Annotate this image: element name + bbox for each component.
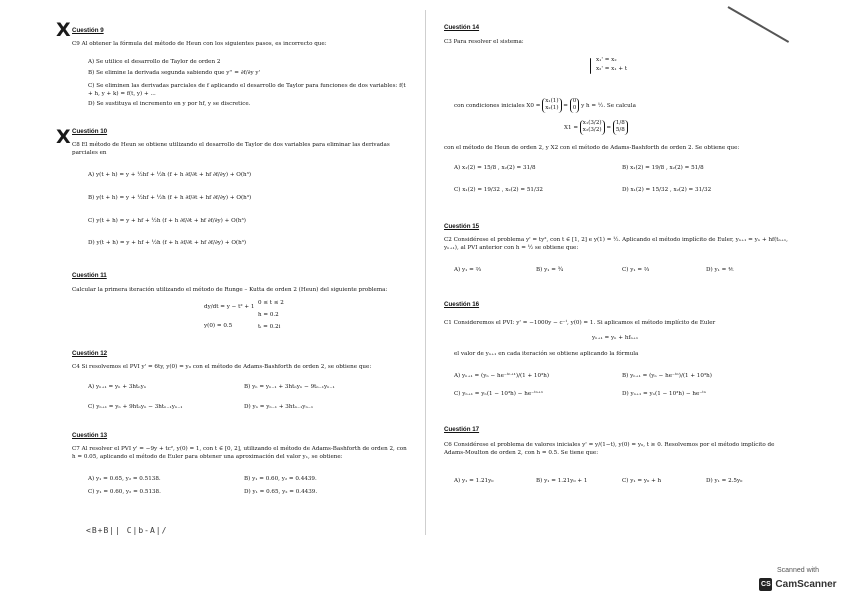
x1-vector-b: x₂(3/2) — [582, 127, 602, 134]
question-13-option-b: B) y₁ = 0.60, y₂ = 0.4439. — [244, 476, 317, 482]
question-15-option-c: C) y₁ = ⅔ — [622, 267, 650, 273]
x1-vector — [580, 120, 605, 135]
question-16-option-b: B) yₙ₊₁ = (yₙ − he⁻ᵗⁿ)/(1 + 10³h) — [622, 373, 712, 379]
question-16-option-c: C) yₙ₊₁ = yₙ(1 − 10³h) − he⁻ᵗⁿ⁺¹ — [454, 391, 544, 397]
question-17-option-a: A) y₁ = 1.21y₀ — [454, 478, 494, 484]
question-9-option-b: B) Se elimine la derivada segunda sabiendo que y'' = ∂f/∂y y' — [88, 70, 261, 76]
question-9-title: Cuestión 9 — [72, 27, 104, 34]
question-12-option-b: B) yₙ = yₙ₋₁ + 3htₙyₙ − 9tₙ₋₁yₙ₋₁ — [244, 384, 335, 390]
question-15-option-d: D) y₁ = ⅘ — [706, 267, 734, 273]
camscanner-brand: CamScanner — [775, 578, 837, 590]
initial-values — [570, 98, 580, 113]
question-17-option-b: B) y₁ = 1.21y₀ + 1 — [536, 478, 588, 484]
question-16-stem: C1 Consideremos el PVI: y' = −1000y − c⁻ᵗ, y(0) = 1. Si aplicamos el método implícito de Euler — [444, 320, 716, 326]
question-11-ode: dy/dt = y − t² + 1 — [204, 304, 255, 310]
initial-equals: = — [563, 102, 568, 109]
initial-value-x2: 0 — [572, 105, 577, 112]
question-12-option-a: A) yₙ₊₁ = yₙ + 3htₙyₙ — [88, 384, 147, 390]
question-13-title: Cuestión 13 — [72, 432, 108, 439]
question-15-stem: C2 Considérese el problema y' = ty², con t ∈ [1, 2] e y(1) = ½. Aplicando el método implícito de Euler, yₙ₊₁ = yₙ + hf(tₙ₊₁, yₙ₊₁), al PVI anterior con h = ½ se obtiene que: — [444, 237, 788, 251]
question-16-option-a: A) yₙ₊₁ = (yₙ − he⁻ᵗⁿ⁺¹)/(1 + 10³h) — [454, 373, 550, 379]
question-17-title: Cuestión 17 — [444, 426, 480, 433]
question-15-option-a: A) y₁ = ⅔ — [454, 267, 482, 273]
system-equation-1: x₁' = x₂ — [596, 57, 617, 63]
question-13-option-c: C) y₁ = 0.60, y₂ = 0.5138. — [88, 489, 161, 495]
initial-vector — [542, 98, 561, 113]
question-16-after: el valor de yₙ₊₁ en cada iteración se obtiene aplicando la fórmula — [454, 351, 639, 357]
question-15-option-b: B) y₁ = ¾ — [536, 267, 564, 273]
initial-value-x1: 0 — [572, 98, 577, 104]
initial-conditions-label: con condiciones iniciales X0 = — [454, 102, 541, 109]
page-divider — [425, 10, 426, 535]
question-12-option-c: C) yₙ₊₁ = yₙ + 9htₙyₙ − 3htₙ₋₁yₙ₋₁ — [88, 404, 183, 410]
question-14-initial-conditions — [454, 98, 636, 113]
pen-stroke — [728, 6, 790, 43]
system-brace — [590, 58, 591, 74]
x1-value-b: 5/8 — [615, 127, 625, 134]
question-14-option-d: D) x₁(2) = 15/32 , x₂(2) = 31/32 — [622, 187, 712, 193]
x1-vector-a: x₁(3/2) — [582, 120, 602, 126]
camscanner-logo-icon: CS — [759, 578, 772, 591]
question-14-method-text: con el método de Heun de orden 2, y X2 con el método de Adams-Bashforth de orden 2. Se obtiene que: — [444, 145, 740, 151]
question-11-step: h = 0.2 — [258, 312, 279, 318]
question-14-x1-result — [564, 120, 628, 135]
cross-mark-q9: X — [56, 19, 71, 41]
question-15-title: Cuestión 15 — [444, 223, 480, 230]
question-13-option-d: D) y₁ = 0.65, y₂ = 0.4439. — [244, 489, 318, 495]
x1-values — [613, 120, 628, 135]
question-10-option-d: D) y(t + h) = y + hf + ½h (f + h ∂f/∂t + hf ∂f/∂y) + O(h³) — [88, 240, 247, 246]
cross-mark-q10: X — [56, 126, 71, 148]
camscanner-watermark — [758, 566, 838, 591]
question-12-option-d: D) yₙ = yₙ₋₁ + 3htₙ₋₁yₙ₋₁ — [244, 404, 314, 410]
question-9-option-a: A) Se utilice el desarrollo de Taylor de orden 2 — [88, 59, 221, 65]
question-13-option-a: A) y₁ = 0.65, y₂ = 0.5138. — [88, 476, 161, 482]
question-9-option-d: D) Se sustituya el incremento en y por hf, y se discretice. — [88, 101, 251, 107]
question-11-initial-value: y(0) = 0.5 — [204, 323, 233, 329]
question-14-option-b: B) x₁(2) = 19/8 , x₂(2) = 51/8 — [622, 165, 704, 171]
question-14-title: Cuestión 14 — [444, 24, 480, 31]
question-17-option-d: D) y₁ = 2.5y₀ — [706, 478, 743, 484]
question-14-option-a: A) x₁(2) = 15/8 , x₂(2) = 31/8 — [454, 165, 536, 171]
question-17-stem: C6 Considérese el problema de valores iniciales y' = y/(1−t), y(0) = y₀, t ≥ 0. Resolvemos por el método implícito de Adams-Moulton de orden 2, con h = 0.5. Se tiene que: — [444, 442, 775, 456]
question-10-option-b: B) y(t + h) = y + ½hf + ½h (f + h ∂f/∂t + hf ∂f/∂y) + O(h³) — [88, 195, 252, 201]
system-equation-2: x₂' = x₁ + t — [596, 66, 628, 72]
step-size-text: y h = ½. Se calcula — [581, 102, 636, 109]
question-16-option-d: D) yₙ₊₁ = yₙ(1 − 10³h) − he⁻ᵗⁿ — [622, 391, 707, 397]
question-12-title: Cuestión 12 — [72, 350, 108, 357]
initial-vector-x1: x₁(1) — [545, 98, 559, 104]
x1-label: X1 = — [564, 124, 579, 131]
x1-equals: = — [606, 124, 612, 131]
question-11-nodes: tᵢ = 0.2i — [258, 324, 281, 330]
question-11-title: Cuestión 11 — [72, 272, 107, 279]
question-10-option-c: C) y(t + h) = y + hf + ½h (f + h ∂f/∂t + hf ∂f/∂y) + O(h³) — [88, 218, 246, 224]
question-14-option-c: C) x₁(2) = 19/32 , x₂(2) = 51/32 — [454, 187, 543, 193]
handwritten-note: <B+B|| C|b-A|/ — [86, 526, 168, 535]
question-12-stem: C4 Si resolvemos el PVI y' = 6ty, y(0) = y₀ con el método de Adams-Bashforth de orden 2, se obtiene que: — [72, 364, 372, 370]
question-9-stem: C9 Al obtener la fórmula del método de Heun con los siguientes pasos, es incorrecto que: — [72, 41, 327, 47]
question-11-interval: 0 ≤ t ≤ 2 — [258, 300, 284, 306]
initial-vector-x2: x₂(1) — [545, 105, 559, 112]
question-17-option-c: C) y₁ = y₀ + h — [622, 478, 662, 484]
question-16-title: Cuestión 16 — [444, 301, 480, 308]
question-13-stem: C7 Al resolver el PVI y' = −9y + tc², y(0) = 1, con t ∈ [0, 2], utilizando el método de Adams-Bashforth de orden 2, con h = 0.05, aplicando el método de Euler para obtener una aproximación del valor y₁, se obtiene: — [72, 446, 407, 460]
scanned-with-label: Scanned with — [776, 567, 820, 575]
question-14-stem: C3 Para resolver el sistema: — [444, 39, 524, 45]
x1-value-a: 1/8 — [615, 120, 625, 126]
question-11-stem: Calcular la primera iteración utilizando el método de Runge – Kutta de orden 2 (Heun) del siguiente problema: — [72, 287, 388, 293]
question-16-formula: yₙ₊₁ = yₙ + hfₙ₊₁ — [592, 335, 639, 341]
question-10-stem: C8 El método de Heun se obtiene utilizando el desarrollo de Taylor de dos variables para eliminar las derivadas parciales en — [72, 142, 390, 156]
question-10-option-a: A) y(t + h) = y + ½hf + ½h (f + h ∂f/∂t + hf ∂f/∂y) + O(h³) — [88, 172, 252, 178]
question-10-title: Cuestión 10 — [72, 128, 108, 135]
question-9-option-c: C) Se eliminen las derivadas parciales de f aplicando el desarrollo de Taylor para funciones de dos variables: f(t + h, y + k) = f(t, y) + ... — [88, 83, 406, 97]
